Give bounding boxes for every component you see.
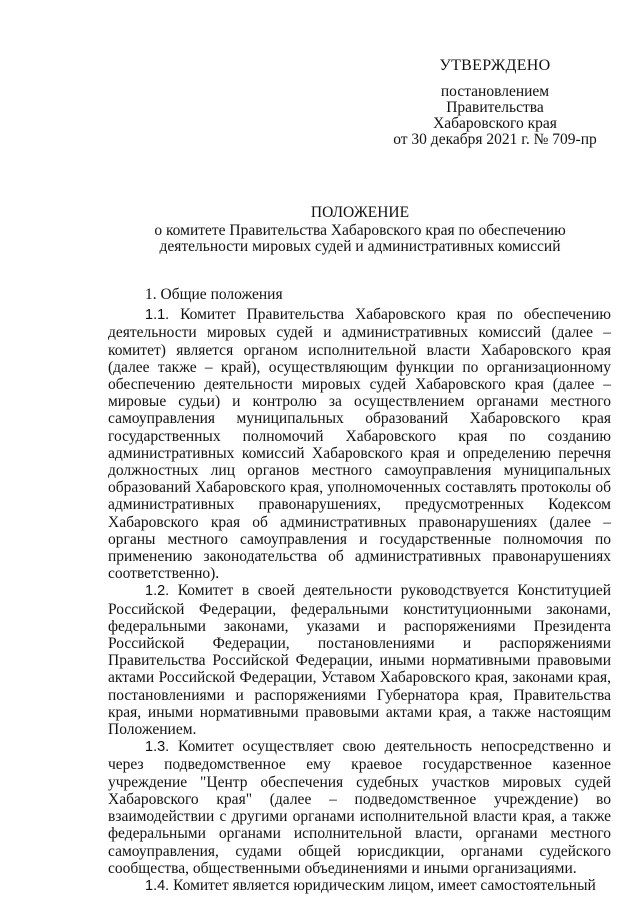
document-subtitle-line-1: о комитете Правительства Хабаровского края по обеспечению [154,222,566,239]
approval-line-3: Хабаровского края [433,115,557,132]
section-title: 1. Общие положения [145,286,283,303]
document-subtitle-line-2: деятельности мировых судей и административных комиссий [159,238,561,255]
document-title: ПОЛОЖЕНИЕ [310,204,410,221]
paragraph-text: Комитет осуществляет свою деятельность непосредственно и через подведомственное ему краевое государственное казенное учреждение "Центр обеспечения судебных участков мировых судей Хабаровского края" (далее – подведомственное учреждение) во взаимодействии с другими органами исполнительной власти края, а также федеральными органами исполнительной власти, органами местного самоуправления, судами общей юрисдикции, органами судейского сообщества, общественными объединениями и иными организациями. [108,738,611,877]
paragraph-text: Комитет в своей деятельности руководствуется Конституцией Российской Федерации, федеральными конституционными законами, федеральными законами, указами и распоряжениями Президента Российской Федерации, постановлениями и распоряжениями Правительства Российской Федерации, иными нормативными правовыми актами Российской Федерации, Уставом Хабаровского края, законами края, постановлениями и распоряжениями Губернатора края, Правительства края, иными нормативными правовыми актами края, а также настоящим Положением. [108,582,611,739]
paragraph-number: 1.3. [145,739,170,756]
approval-stamp [380,58,610,148]
approval-line-2: Правительства [446,99,544,116]
paragraph-number: 1.4. [145,877,170,894]
paragraph-1-4 [108,877,611,895]
document-heading [100,205,620,255]
document-body [108,286,611,895]
paragraph-text: Комитет является юридическим лицом, имеет самостоятельный [169,876,596,894]
approval-line-1: постановлением [440,83,550,100]
approval-title: УТВЕРЖДЕНО [439,57,551,74]
paragraph-number: 1.2. [145,583,170,600]
approval-line-4: от 30 декабря 2021 г. № 709-пр [393,131,597,148]
paragraph-1-2 [108,582,611,738]
paragraph-1-3 [108,738,611,877]
paragraph-text: Комитет Правительства Хабаровского края по обеспечению деятельности мировых судей и административных комиссий (далее – комитет) является органом исполнительной власти Хабаровского края (далее также – край), осуществляющим функции по организационному обеспечению деятельности мировых судей Хабаровского края (далее – мировые судьи) и контролю за осуществлением органами местного самоуправления муниципальных образований Хабаровского края государственных полномочий Хабаровского края по созданию административных комиссий Хабаровского края и определению перечня должностных лиц органов местного самоуправления муниципальных образований Хабаровского края, уполномоченных составлять протоколы об административных правонарушениях, предусмотренных Кодексом Хабаровского края об административных правонарушениях (далее – органы местного самоуправления и государственные полномочия по применению законодательства об административных правонарушениях соответственно). [108,306,611,583]
paragraph-number: 1.1. [145,307,170,324]
paragraph-1-1 [108,306,611,582]
